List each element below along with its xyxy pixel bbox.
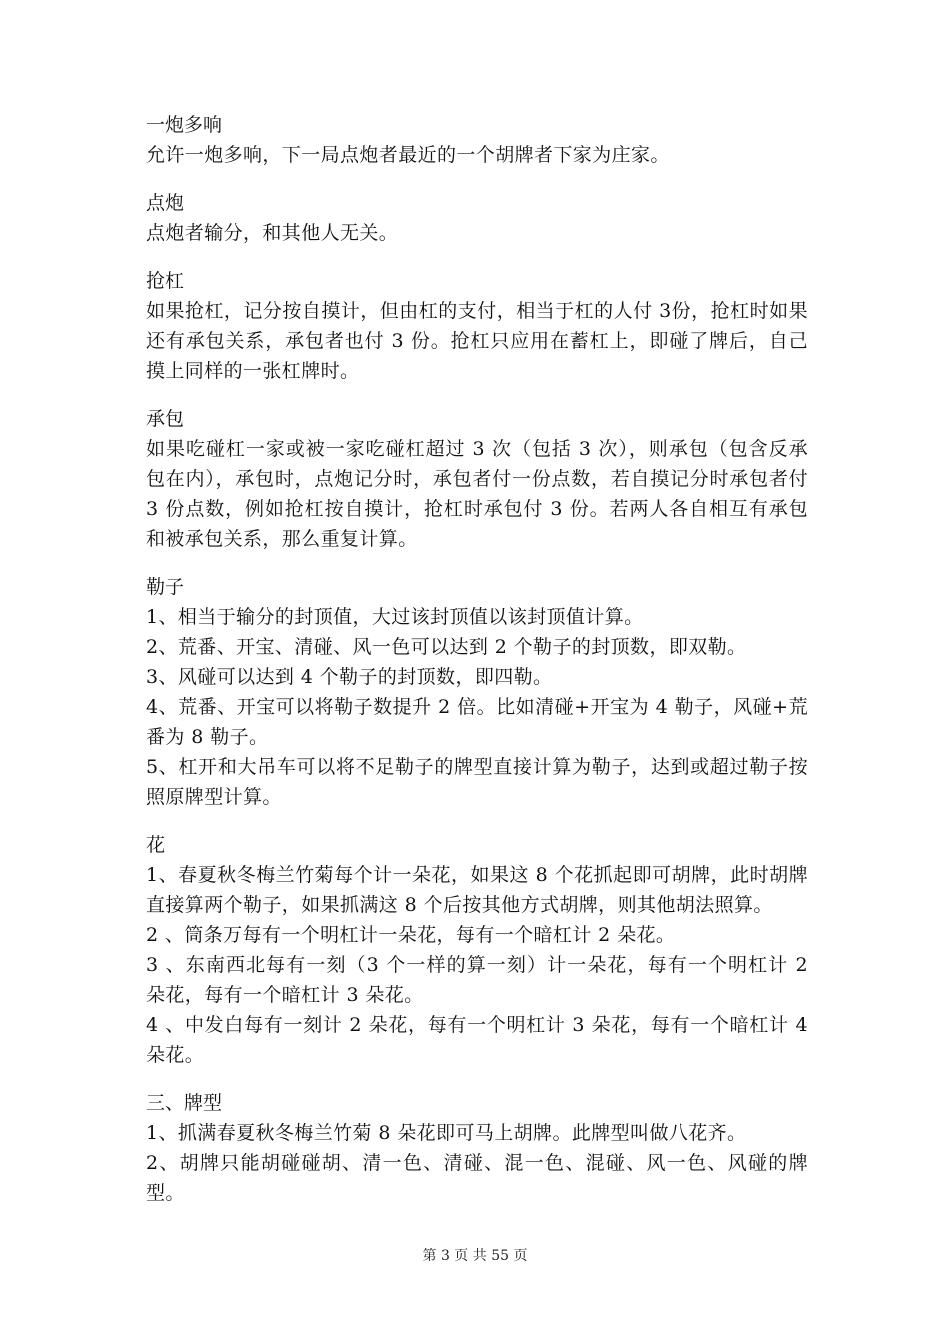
list-item: 5、杠开和大吊车可以将不足勒子的牌型直接计算为勒子，达到或超过勒子按照原牌型计算。 — [146, 756, 808, 808]
section-title: 三、牌型 — [146, 1092, 223, 1114]
list-item: 4 、中发白每有一刻计 2 朵花，每有一个明杠计 3 朵花，每有一个暗杠计 4 朵花。 — [146, 1014, 808, 1066]
section-hua — [146, 830, 808, 1070]
list-item: 1、相当于输分的封顶值，大过该封顶值以该封顶值计算。 — [146, 606, 644, 628]
document-body — [146, 110, 808, 1226]
section-title: 承包 — [146, 408, 185, 430]
list-item: 3、风碰可以达到 4 个勒子的封顶数，即四勒。 — [146, 666, 553, 688]
list-item: 4、荒番、开宝可以将勒子数提升 2 倍。比如清碰+开宝为 4 勒子，风碰+荒番为 8 勒子。 — [146, 696, 808, 748]
list-item: 2、荒番、开宝、清碰、风一色可以达到 2 个勒子的封顶数，即双勒。 — [146, 636, 747, 658]
section-paragraph: 点炮者输分，和其他人无关。 — [146, 222, 399, 244]
section-title: 勒子 — [146, 576, 185, 598]
section-paragraph: 如果吃碰杠一家或被一家吃碰杠超过 3 次（包括 3 次），则承包（包含反承包在内），承包时，点炮记分时，承包者付一份点数，若自摸记分时承包者付 3 份点数，例如抢杠按自摸计，抢杠时承包付 3 份。若两人各自相互有承包和被承包关系，那么重复计算。 — [146, 438, 808, 550]
list-item: 1、抓满春夏秋冬梅兰竹菊 8 朵花即可马上胡牌。此牌型叫做八花齐。 — [146, 1122, 747, 1144]
section-dianpao — [146, 188, 808, 248]
section-title: 点炮 — [146, 192, 185, 214]
list-item: 1、春夏秋冬梅兰竹菊每个计一朵花，如果这 8 个花抓起即可胡牌，此时胡牌直接算两个勒子，如果抓满这 8 个后按其他方式胡牌，则其他胡法照算。 — [146, 864, 808, 916]
section-paragraph: 允许一炮多响，下一局点炮者最近的一个胡牌者下家为庄家。 — [146, 144, 670, 166]
page-footer — [0, 1246, 950, 1266]
list-item: 3 、东南西北每有一刻（3 个一样的算一刻）计一朵花，每有一个明杠计 2 朵花，每有一个暗杠计 3 朵花。 — [146, 954, 808, 1006]
section-title: 抢杠 — [146, 270, 185, 292]
section-lezi — [146, 572, 808, 812]
section-yipao-duoxiang — [146, 110, 808, 170]
section-chengbao — [146, 404, 808, 554]
section-title: 花 — [146, 834, 166, 856]
section-qianggang — [146, 266, 808, 386]
section-paixing — [146, 1088, 808, 1208]
section-title: 一炮多响 — [146, 114, 223, 136]
list-item: 2 、筒条万每有一个明杠计一朵花，每有一个暗杠计 2 朵花。 — [146, 924, 676, 946]
list-item: 2、胡牌只能胡碰碰胡、清一色、清碰、混一色、混碰、风一色、风碰的牌型。 — [146, 1152, 808, 1204]
section-paragraph: 如果抢杠，记分按自摸计，但由杠的支付，相当于杠的人付 3份，抢杠时如果还有承包关系，承包者也付 3 份。抢杠只应用在蓄杠上，即碰了牌后，自己摸上同样的一张杠牌时。 — [146, 300, 808, 382]
page-number: 第 3 页 共 55 页 — [422, 1248, 528, 1264]
